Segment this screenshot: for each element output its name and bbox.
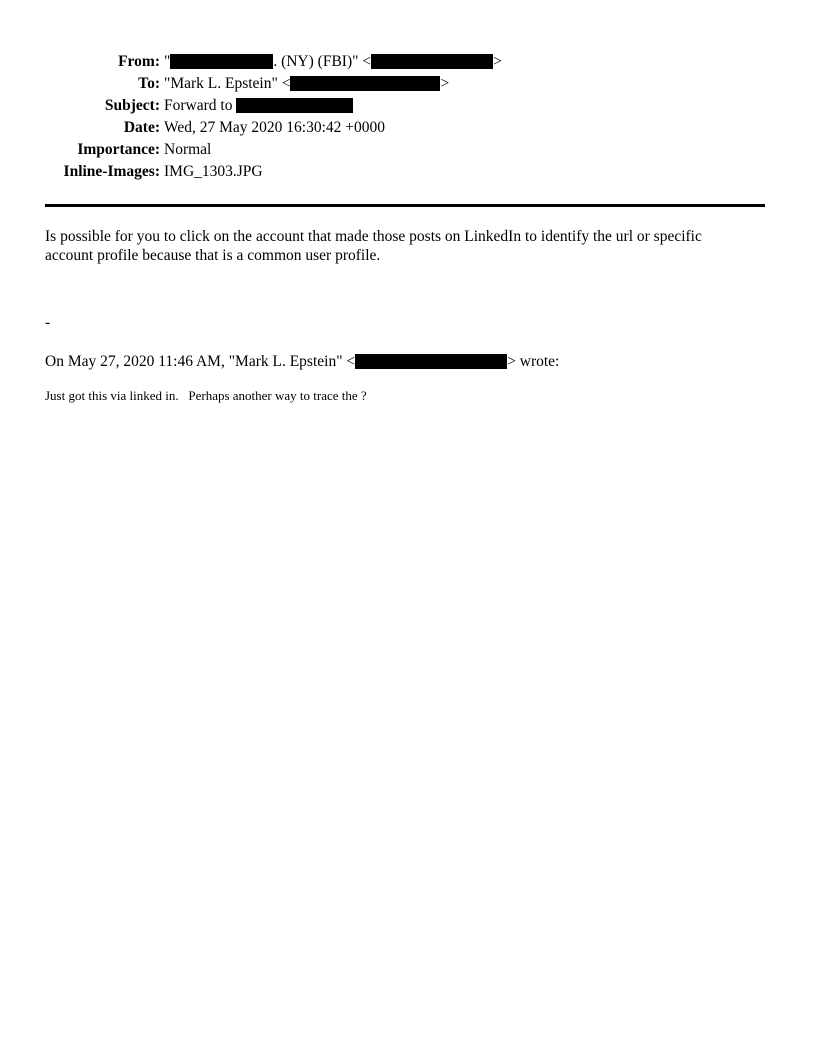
subject-label: Subject:	[104, 97, 160, 114]
header-row-to	[0, 73, 502, 95]
redaction-bar-to-email	[290, 76, 440, 91]
body-paragraph-line: account profile because that is a common user profile.	[45, 246, 381, 264]
header-row-subject	[0, 95, 502, 117]
redaction-bar-from-name	[170, 54, 273, 69]
quoted-message-text: Just got this via linked in. Perhaps another way to trace the ?	[45, 388, 367, 403]
redaction-bar-quote-email	[355, 354, 507, 369]
from-value	[164, 51, 502, 73]
from-mid-text: . (NY) (FBI)" <	[273, 53, 372, 70]
to-value	[164, 73, 449, 95]
from-label: From:	[118, 53, 160, 70]
header-row-inline-images	[0, 161, 502, 183]
to-label: To:	[138, 75, 160, 92]
quote-attribution-line	[45, 352, 559, 372]
date-value: Wed, 27 May 2020 16:30:42 +0000	[164, 119, 386, 136]
redaction-bar-from-email	[371, 54, 493, 69]
quote-post-text: > wrote:	[507, 353, 560, 370]
header-divider-rule	[45, 204, 765, 207]
importance-label: Importance:	[77, 141, 160, 158]
to-post-text: >	[440, 75, 450, 92]
signature-dash: -	[45, 314, 51, 331]
inline-images-label: Inline-Images:	[63, 163, 160, 180]
to-pre-text: "Mark L. Epstein" <	[164, 75, 291, 92]
body-paragraph-line: Is possible for you to click on the account that made those posts on LinkedIn to identify the url or specific	[45, 228, 702, 245]
date-label: Date:	[123, 119, 160, 136]
header-row-from	[0, 51, 502, 73]
from-pre-text: "	[164, 53, 171, 70]
inline-images-value: IMG_1303.JPG	[164, 163, 263, 180]
header-row-date	[0, 117, 502, 139]
subject-pre-text: Forward to	[164, 97, 237, 114]
body-paragraph	[45, 228, 702, 265]
from-post-text: >	[493, 53, 502, 70]
redaction-bar-subject	[236, 98, 353, 113]
email-header	[0, 51, 502, 183]
header-row-importance	[0, 139, 502, 161]
importance-value: Normal	[164, 141, 212, 158]
subject-value	[164, 95, 353, 117]
quote-pre-text: On May 27, 2020 11:46 AM, "Mark L. Epstein" <	[45, 353, 356, 370]
